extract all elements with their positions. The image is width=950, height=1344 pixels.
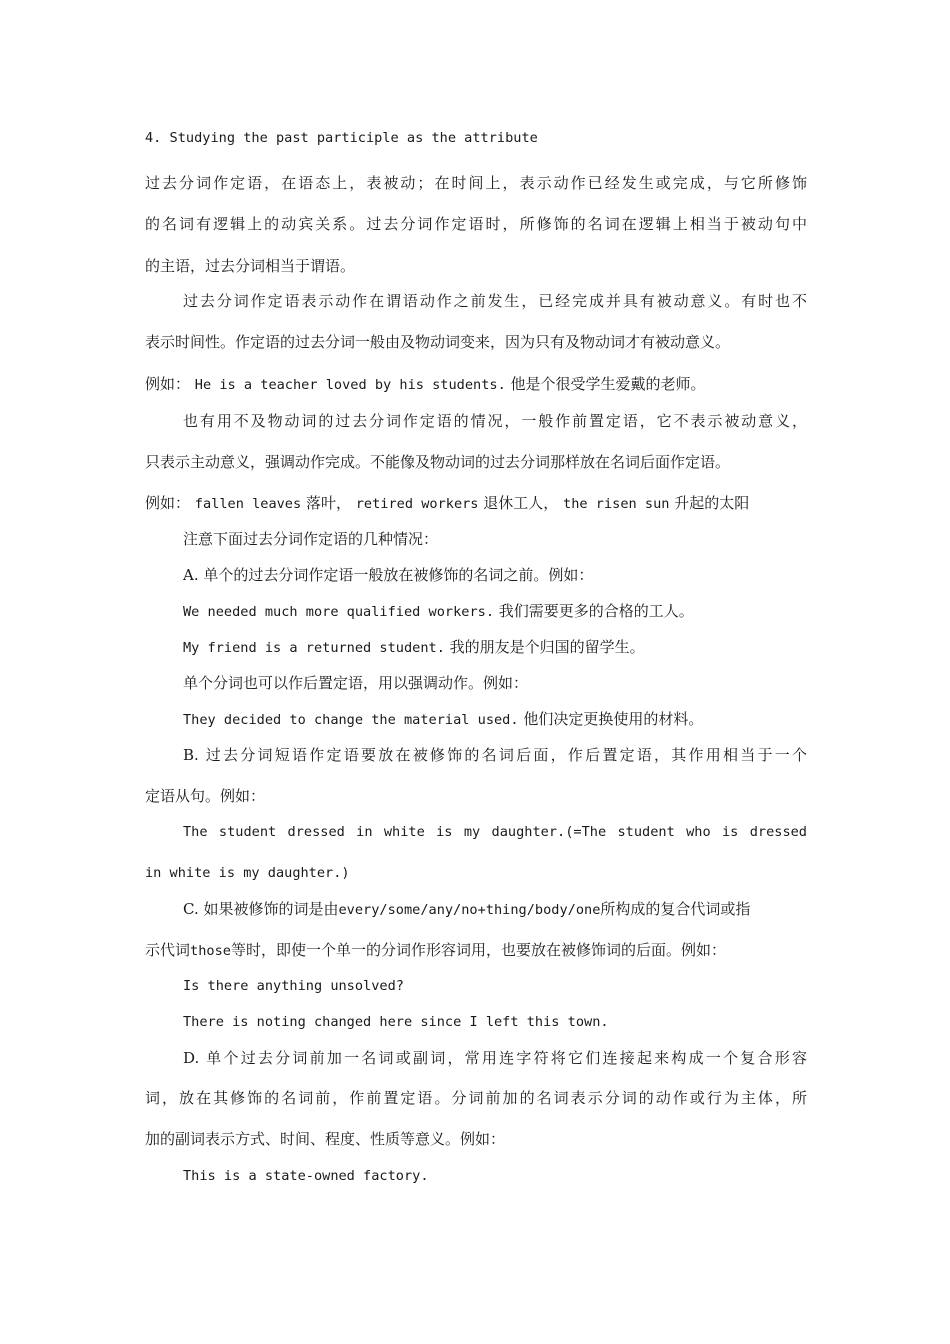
example-chinese: 退休工人， bbox=[478, 494, 564, 512]
example-chinese: 升起的太阳 bbox=[669, 494, 750, 512]
example-line: The student dressed in white is my daughter.(=The student who is dressed bbox=[183, 824, 807, 840]
example-line: in white is my daughter.) bbox=[145, 865, 350, 881]
paragraph-line: 过去分词作定语表示动作在谓语动作之前发生，已经完成并具有被动意义。有时也不 bbox=[183, 292, 807, 310]
example-line: This is a state-owned factory. bbox=[183, 1168, 429, 1184]
paragraph-line: 词，放在其修饰的名词前，作前置定语。分词前加的名词表示分词的动作或行为主体，所 bbox=[145, 1089, 807, 1107]
example-english: My friend is a returned student. bbox=[183, 640, 445, 656]
paragraph-line: 只表示主动意义，强调动作完成。不能像及物动词的过去分词那样放在名词后面作定语。 bbox=[145, 453, 731, 471]
example-line bbox=[183, 709, 807, 730]
example-lead: 例如： bbox=[145, 375, 195, 393]
rule-text: 所构成的复合代词或指 bbox=[600, 900, 751, 918]
paragraph-line: 定语从句。例如： bbox=[145, 787, 266, 805]
example-lead: 例如： bbox=[145, 494, 195, 512]
rule-b-heading: B. 过去分词短语作定语要放在被修饰的名词后面，作后置定语，其作用相当于一个 bbox=[183, 746, 807, 764]
example-line: There is noting changed here since I left this town. bbox=[183, 1014, 609, 1030]
example-chinese: 落叶， bbox=[301, 494, 356, 512]
example-chinese: 他是个很受学生爱戴的老师。 bbox=[505, 375, 706, 393]
example-line bbox=[145, 493, 807, 514]
rule-text: 示代词 bbox=[145, 941, 191, 959]
example-chinese: 他们决定更换使用的材料。 bbox=[518, 710, 704, 728]
rule-c-heading bbox=[183, 899, 807, 920]
paragraph-line: 的名词有逻辑上的动宾关系。过去分词作定语时，所修饰的名词在逻辑上相当于被动句中 bbox=[145, 215, 807, 233]
example-english: They decided to change the material used. bbox=[183, 712, 519, 728]
example-english: the risen sun bbox=[563, 496, 670, 512]
example-line bbox=[183, 601, 807, 622]
rule-english: those bbox=[190, 943, 231, 959]
paragraph-line: 加的副词表示方式、时间、程度、性质等意义。例如： bbox=[145, 1130, 506, 1148]
example-english: We needed much more qualified workers. bbox=[183, 604, 494, 620]
rule-d-heading: D. 单个过去分词前加一名词或副词，常用连字符将它们连接起来构成一个复合形容 bbox=[183, 1049, 807, 1067]
rule-text: 等时，即使一个单一的分词作形容词用，也要放在被修饰词的后面。例如： bbox=[230, 941, 726, 959]
example-english: He is a teacher loved by his students. bbox=[194, 377, 506, 393]
rule-a-heading: A. 单个的过去分词作定语一般放在被修饰的名词之前。例如： bbox=[183, 566, 594, 584]
paragraph-line: 表示时间性。作定语的过去分词一般由及物动词变来，因为只有及物动词才有被动意义。 bbox=[145, 333, 731, 351]
example-line bbox=[145, 374, 807, 395]
example-english: retired workers bbox=[355, 496, 479, 512]
section-heading: 4. Studying the past participle as the attribute bbox=[145, 130, 538, 146]
example-chinese: 我们需要更多的合格的工人。 bbox=[494, 602, 694, 620]
paragraph-line bbox=[145, 940, 807, 961]
example-english: fallen leaves bbox=[194, 496, 302, 512]
example-line bbox=[183, 637, 807, 658]
paragraph-line: 的主语，过去分词相当于谓语。 bbox=[145, 257, 356, 275]
example-chinese: 我的朋友是个归国的留学生。 bbox=[444, 638, 645, 656]
paragraph-line: 单个分词也可以作后置定语，用以强调动作。例如： bbox=[183, 674, 529, 692]
paragraph-line: 过去分词作定语，在语态上，表被动；在时间上，表示动作已经发生或完成，与它所修饰 bbox=[145, 174, 807, 192]
rule-text: C. 如果被修饰的词是由 bbox=[183, 900, 339, 918]
note-line: 注意下面过去分词作定语的几种情况： bbox=[183, 530, 439, 548]
paragraph-line: 也有用不及物动词的过去分词作定语的情况，一般作前置定语，它不表示被动意义， bbox=[183, 412, 807, 430]
example-line: Is there anything unsolved? bbox=[183, 978, 404, 994]
rule-english: every/some/any/no+thing/body/one bbox=[338, 902, 601, 918]
